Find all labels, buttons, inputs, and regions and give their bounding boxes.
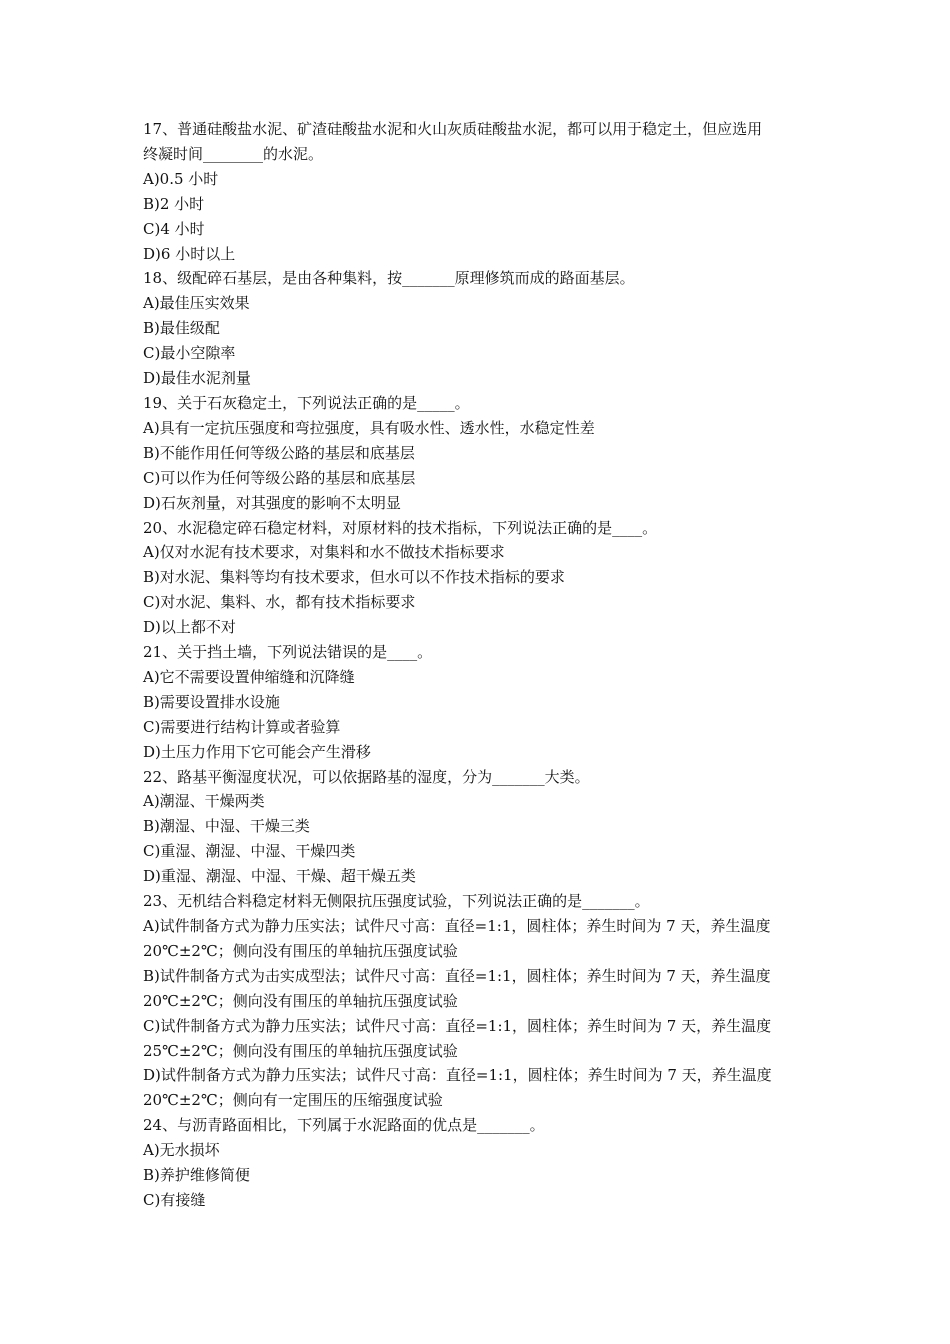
option-text: B)不能作用任何等级公路的基层和底基层 bbox=[143, 443, 415, 462]
option-d bbox=[143, 491, 813, 516]
option-d bbox=[143, 1063, 813, 1113]
question-20 bbox=[143, 516, 813, 541]
question-24 bbox=[143, 1113, 813, 1138]
question-text: 22、路基平衡湿度状况，可以依据路基的湿度，分为_______大类。 bbox=[143, 767, 590, 786]
option-text: A)0.5 小时 bbox=[143, 169, 219, 188]
option-b bbox=[143, 192, 813, 217]
option-d bbox=[143, 242, 813, 267]
option-text: 20℃±2℃；侧向没有围压的单轴抗压强度试验 bbox=[143, 991, 458, 1010]
option-d bbox=[143, 864, 813, 889]
option-text: B)养护维修简便 bbox=[143, 1166, 250, 1185]
option-a bbox=[143, 914, 813, 964]
option-d bbox=[143, 615, 813, 640]
option-a bbox=[143, 416, 813, 441]
option-a bbox=[143, 167, 813, 192]
option-text: C)有接缝 bbox=[143, 1190, 206, 1209]
question-23 bbox=[143, 889, 813, 914]
option-a bbox=[143, 1138, 813, 1163]
option-b bbox=[143, 814, 813, 839]
option-c bbox=[143, 466, 813, 491]
option-text: D)以上都不对 bbox=[143, 618, 236, 637]
option-c bbox=[143, 590, 813, 615]
option-b bbox=[143, 565, 813, 590]
option-text: 20℃±2℃；侧向没有围压的单轴抗压强度试验 bbox=[143, 941, 458, 960]
option-c bbox=[143, 217, 813, 242]
option-text: A)最佳压实效果 bbox=[143, 294, 250, 313]
question-text: 20、水泥稳定碎石稳定材料，对原材料的技术指标，下列说法正确的是____。 bbox=[143, 518, 658, 537]
option-a bbox=[143, 291, 813, 316]
option-text: C)对水泥、集料、水，都有技术指标要求 bbox=[143, 593, 416, 612]
question-text: 19、关于石灰稳定土，下列说法正确的是_____。 bbox=[143, 393, 470, 412]
option-c bbox=[143, 1014, 813, 1064]
document-page bbox=[143, 117, 813, 1213]
option-d bbox=[143, 740, 813, 765]
option-b bbox=[143, 690, 813, 715]
option-text: B)潮湿、中湿、干燥三类 bbox=[143, 817, 310, 836]
question-text: 21、关于挡土墙，下列说法错误的是____。 bbox=[143, 643, 433, 662]
option-b bbox=[143, 964, 813, 1014]
option-text: D)最佳水泥剂量 bbox=[143, 369, 251, 388]
option-c bbox=[143, 839, 813, 864]
option-text: A)仅对水泥有技术要求，对集料和水不做技术指标要求 bbox=[143, 543, 505, 562]
option-text: C)重湿、潮湿、中湿、干燥四类 bbox=[143, 842, 356, 861]
option-d bbox=[143, 366, 813, 391]
option-text: D)重湿、潮湿、中湿、干燥、超干燥五类 bbox=[143, 867, 416, 886]
option-text: C)需要进行结构计算或者验算 bbox=[143, 717, 341, 736]
question-22 bbox=[143, 765, 813, 790]
option-text: D)试件制备方式为静力压实法；试件尺寸高：直径=1:1，圆柱体；养生时间为 7 天，养生温度 bbox=[143, 1066, 772, 1085]
option-text: B)对水泥、集料等均有技术要求，但水可以不作技术指标的要求 bbox=[143, 568, 565, 587]
option-text: A)它不需要设置伸缩缝和沉降缝 bbox=[143, 667, 355, 686]
option-text: C)可以作为任何等级公路的基层和底基层 bbox=[143, 468, 416, 487]
option-text: A)无水损坏 bbox=[143, 1141, 220, 1160]
option-text: C)最小空隙率 bbox=[143, 344, 236, 363]
option-a bbox=[143, 665, 813, 690]
option-text: A)具有一定抗压强度和弯拉强度，具有吸水性、透水性，水稳定性差 bbox=[143, 418, 595, 437]
option-text: C)4 小时 bbox=[143, 219, 205, 238]
option-c bbox=[143, 1188, 813, 1213]
option-a bbox=[143, 540, 813, 565]
option-b bbox=[143, 441, 813, 466]
option-text: B)需要设置排水设施 bbox=[143, 692, 280, 711]
question-text: 17、普通硅酸盐水泥、矿渣硅酸盐水泥和火山灰质硅酸盐水泥，都可以用于稳定土，但应选用 bbox=[143, 120, 763, 138]
question-text: 23、无机结合料稳定材料无侧限抗压强度试验，下列说法正确的是_______。 bbox=[143, 892, 650, 911]
question-text: 18、级配碎石基层，是由各种集料，按_______原理修筑而成的路面基层。 bbox=[143, 269, 635, 288]
option-c bbox=[143, 715, 813, 740]
option-text: 20℃±2℃；侧向有一定围压的压缩强度试验 bbox=[143, 1091, 443, 1110]
option-text: A)试件制备方式为静力压实法；试件尺寸高：直径=1:1，圆柱体；养生时间为 7 天，养生温度 bbox=[143, 917, 771, 935]
question-text: 24、与沥青路面相比，下列属于水泥路面的优点是_______。 bbox=[143, 1116, 545, 1135]
question-21 bbox=[143, 640, 813, 665]
question-18 bbox=[143, 266, 813, 291]
option-text: B)最佳级配 bbox=[143, 319, 220, 338]
question-text: 终凝时间________的水泥。 bbox=[143, 144, 324, 163]
option-text: 25℃±2℃；侧向没有围压的单轴抗压强度试验 bbox=[143, 1041, 458, 1060]
option-c bbox=[143, 341, 813, 366]
option-b bbox=[143, 1163, 813, 1188]
option-text: D)6 小时以上 bbox=[143, 244, 236, 263]
option-text: A)潮湿、干燥两类 bbox=[143, 792, 265, 811]
question-17 bbox=[143, 117, 813, 167]
question-19 bbox=[143, 391, 813, 416]
option-text: C)试件制备方式为静力压实法；试件尺寸高：直径=1:1，圆柱体；养生时间为 7 天，养生温度 bbox=[143, 1016, 772, 1035]
option-text: B)2 小时 bbox=[143, 194, 205, 213]
option-a bbox=[143, 789, 813, 814]
option-text: D)土压力作用下它可能会产生滑移 bbox=[143, 742, 371, 761]
option-text: D)石灰剂量，对其强度的影响不太明显 bbox=[143, 493, 401, 512]
option-b bbox=[143, 316, 813, 341]
option-text: B)试件制备方式为击实成型法；试件尺寸高：直径=1:1，圆柱体；养生时间为 7 天，养生温度 bbox=[143, 966, 771, 985]
